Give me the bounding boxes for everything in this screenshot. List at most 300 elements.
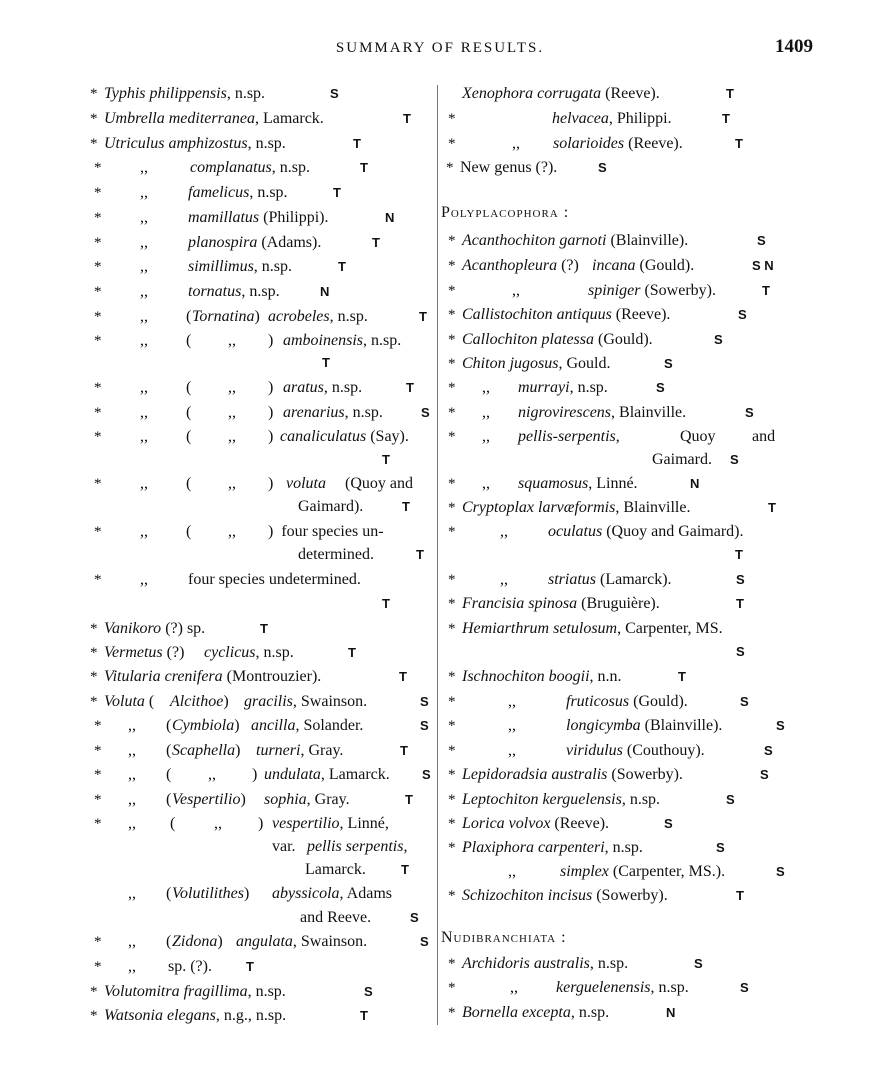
entry-segment <box>140 233 148 253</box>
asterisk-marker: * <box>448 694 456 710</box>
entry-segment <box>94 814 102 834</box>
entry-segment <box>448 594 459 614</box>
entry-text: (Reeve). <box>611 306 671 323</box>
species-name: amboinensis <box>283 332 363 349</box>
entry-segment <box>588 281 716 301</box>
entry-text: , n.sp. <box>344 404 383 421</box>
locality-code: T <box>360 1008 368 1023</box>
entry-segment <box>305 860 366 880</box>
entry-segment <box>553 134 683 154</box>
entry-text: ,, <box>508 717 516 734</box>
asterisk-marker: * <box>448 405 456 421</box>
entry-segment <box>416 545 424 565</box>
entry-segment <box>345 474 413 494</box>
species-name: Callistochiton antiquus <box>462 306 612 323</box>
entry-segment <box>104 643 188 663</box>
entry-segment <box>462 619 723 639</box>
species-name: viridulus <box>566 742 623 759</box>
entry-text: ( <box>186 404 192 421</box>
entry-text: ,, <box>140 283 148 300</box>
species-name: sophia <box>264 791 307 808</box>
locality-code: T <box>260 621 268 636</box>
entry-segment <box>104 84 265 104</box>
entry-text: ,, <box>128 933 136 950</box>
locality-code: T <box>403 111 411 126</box>
entry-segment <box>140 474 148 494</box>
entry-text: ,, <box>140 308 148 325</box>
locality-code: S <box>736 572 745 587</box>
entry-text: ( <box>186 308 192 325</box>
entry-segment <box>90 619 101 639</box>
entry-text: , Lamarck. <box>254 110 324 127</box>
entry-text: ,, <box>228 332 236 349</box>
asterisk-marker: * <box>94 524 102 540</box>
locality-code: T <box>416 547 424 562</box>
asterisk-marker: * <box>448 816 460 832</box>
entry-segment <box>94 307 102 327</box>
entry-segment <box>462 594 660 614</box>
entry-text: , Adams <box>339 885 392 902</box>
entry-segment <box>94 183 102 203</box>
locality-code: S <box>598 160 607 175</box>
entry-segment <box>726 790 735 810</box>
entry-segment <box>228 331 236 351</box>
asterisk-marker: * <box>448 956 460 972</box>
entry-segment <box>268 427 277 447</box>
entry-text: , n.sp. <box>247 983 286 1000</box>
entry-segment <box>94 208 102 228</box>
entry-segment <box>508 692 516 712</box>
entry-text: , n.sp. <box>329 308 368 325</box>
entry-text: (Sowerby). <box>592 887 668 904</box>
entry-text: ,, <box>140 523 148 540</box>
entry-text: ,, <box>128 958 136 975</box>
running-title: SUMMARY OF RESULTS. <box>335 40 545 56</box>
locality-code: T <box>726 86 734 101</box>
locality-code: S <box>716 840 725 855</box>
locality-code: S <box>664 816 673 831</box>
entry-segment <box>90 134 101 154</box>
entry-text: ) <box>252 766 262 783</box>
asterisk-marker: * <box>94 429 102 445</box>
locality-code: S <box>694 956 703 971</box>
asterisk-marker: * <box>90 86 102 102</box>
entry-text: determined. <box>298 546 374 563</box>
entry-segment <box>140 378 148 398</box>
entry-segment <box>448 619 459 639</box>
locality-code: T <box>360 160 368 175</box>
entry-segment <box>188 282 280 302</box>
page-number: 1409 <box>775 36 813 57</box>
entry-text: ( <box>166 791 172 808</box>
entry-text: ,, <box>228 428 236 445</box>
species-name: Watsonia elegans <box>104 1007 216 1024</box>
entry-segment <box>244 692 367 712</box>
asterisk-marker: * <box>448 767 460 783</box>
entry-segment <box>94 522 102 542</box>
entry-text: ) <box>223 693 233 710</box>
species-name: Schizochiton incisus <box>462 887 593 904</box>
species-name: famelicus <box>188 184 250 201</box>
asterisk-marker: * <box>448 669 460 685</box>
asterisk-marker: * <box>90 136 102 152</box>
asterisk-marker: * <box>448 429 456 445</box>
entry-segment <box>283 331 401 351</box>
entry-segment <box>448 134 456 154</box>
species-name: voluta <box>286 475 326 492</box>
locality-code: S <box>364 984 373 999</box>
species-name: Utriculus amphizostus <box>104 135 248 152</box>
asterisk-marker: * <box>90 621 102 637</box>
entry-segment <box>678 667 686 687</box>
entry-segment <box>400 741 408 761</box>
locality-code: T <box>382 596 390 611</box>
entry-text: ,, <box>128 791 136 808</box>
entry-segment <box>403 109 411 129</box>
entry-segment <box>94 570 102 590</box>
locality-code: T <box>736 596 744 611</box>
entry-segment <box>508 862 516 882</box>
entry-text: ,, <box>128 742 136 759</box>
asterisk-marker: * <box>94 380 102 396</box>
asterisk-marker: * <box>448 743 456 759</box>
entry-segment <box>228 378 236 398</box>
entry-segment <box>722 109 730 129</box>
entry-segment <box>448 716 456 736</box>
asterisk-marker: * <box>94 934 102 950</box>
entry-segment <box>462 765 683 785</box>
species-name: nigrovirescens <box>518 404 612 421</box>
species-name: Volutomitra fragillima <box>104 983 248 1000</box>
asterisk-marker: * <box>94 572 102 588</box>
asterisk-marker: * <box>448 1005 460 1021</box>
asterisk-marker: * <box>448 307 460 323</box>
locality-code: S <box>736 644 745 659</box>
species-name: Lepidoradsia australis <box>462 766 608 783</box>
locality-code: S <box>656 380 665 395</box>
entry-segment <box>448 814 459 834</box>
locality-code: T <box>399 669 407 684</box>
species-name: Francisia spinosa <box>462 595 578 612</box>
asterisk-marker: * <box>90 984 102 1000</box>
entry-segment <box>280 427 409 447</box>
entry-segment <box>186 522 191 542</box>
entry-segment <box>448 305 459 325</box>
entry-segment <box>128 741 136 761</box>
entry-text: , Swainson. <box>292 933 368 950</box>
species-name: Vespertilio <box>172 791 241 808</box>
species-name: angulata <box>236 933 293 950</box>
entry-text: ,, <box>510 979 518 996</box>
entry-text: sp. (?). <box>168 958 212 975</box>
entry-segment <box>419 307 427 327</box>
species-name: turneri <box>256 742 301 759</box>
entry-text: , Linné, <box>339 815 389 832</box>
entry-text: four species undetermined. <box>188 571 361 588</box>
entry-text: , Solander. <box>295 717 364 734</box>
entry-segment <box>360 1006 368 1026</box>
entry-segment <box>406 378 414 398</box>
entry-segment <box>482 427 490 447</box>
asterisk-marker: * <box>94 333 102 349</box>
entry-text: (Gould). <box>594 331 653 348</box>
species-name: Vermetus <box>104 644 163 661</box>
entry-text: , Linné. <box>588 475 638 492</box>
entry-segment <box>283 378 362 398</box>
entry-segment <box>320 282 329 302</box>
entry-segment <box>448 741 456 761</box>
locality-code: T <box>382 452 390 467</box>
entry-text: ,, <box>512 135 520 152</box>
species-name: vespertilio <box>272 815 340 832</box>
species-name: Cymbiola <box>172 717 235 734</box>
locality-code: S <box>738 307 747 322</box>
entry-segment <box>448 1003 459 1023</box>
entry-text: ,, <box>140 184 148 201</box>
entry-text: ( <box>166 717 172 734</box>
entry-segment <box>740 978 749 998</box>
entry-text: ( <box>186 475 192 492</box>
entry-segment <box>166 932 171 952</box>
entry-text: Gaimard. <box>652 451 712 468</box>
species-name: Voluta <box>104 693 145 710</box>
entry-segment <box>757 231 766 251</box>
entry-segment <box>666 1003 675 1023</box>
locality-code: T <box>736 888 744 903</box>
species-name: murrayi <box>518 379 570 396</box>
entry-segment <box>166 790 171 810</box>
entry-segment <box>128 957 136 977</box>
entry-segment <box>462 814 609 834</box>
entry-segment <box>448 765 459 785</box>
entry-segment <box>204 643 294 663</box>
entry-text: (?) sp. <box>161 620 206 637</box>
asterisk-marker: * <box>448 332 460 348</box>
entry-segment <box>664 354 673 374</box>
entry-segment <box>268 403 277 423</box>
entry-text: , n.sp. <box>650 979 689 996</box>
species-name: Umbrella mediterranea <box>104 110 255 127</box>
locality-code: T <box>353 136 361 151</box>
entry-segment <box>518 378 608 398</box>
species-name: Cryptoplax larvæformis <box>462 499 616 516</box>
asterisk-marker: * <box>448 136 456 152</box>
species-name: Callochiton platessa <box>462 331 594 348</box>
entry-segment <box>140 183 148 203</box>
asterisk-marker: * <box>94 160 102 176</box>
entry-segment <box>460 158 557 178</box>
entry-segment <box>94 403 102 423</box>
species-name: acrobeles <box>268 308 330 325</box>
entry-text: ( <box>186 523 192 540</box>
entry-segment <box>104 692 154 712</box>
entry-segment <box>298 545 374 565</box>
entry-segment <box>382 450 390 470</box>
species-name: Volutilithes <box>172 885 244 902</box>
entry-text: , <box>403 838 408 855</box>
entry-text: ( <box>186 332 192 349</box>
entry-segment <box>736 594 744 614</box>
entry-text: , <box>615 428 620 445</box>
entry-segment <box>402 497 410 517</box>
locality-code: S <box>421 405 430 420</box>
entry-segment <box>172 790 250 810</box>
entry-text: ,, <box>128 766 136 783</box>
entry-text: , n.sp. <box>255 644 294 661</box>
entry-text: (Quoy and Gaimard). <box>602 523 744 540</box>
entry-text: ,, <box>140 379 148 396</box>
entry-segment <box>405 790 413 810</box>
asterisk-marker: * <box>90 694 102 710</box>
entry-text: ,, <box>482 404 490 421</box>
entry-segment <box>441 203 569 223</box>
entry-text: Quoy <box>680 428 716 445</box>
entry-segment <box>236 932 367 952</box>
entry-segment <box>508 716 516 736</box>
asterisk-marker: * <box>448 356 460 372</box>
locality-code: S <box>740 980 749 995</box>
locality-code: S <box>745 405 754 420</box>
entry-segment <box>140 307 148 327</box>
asterisk-marker: * <box>448 111 456 127</box>
entry-segment <box>188 257 292 277</box>
entry-text: (Philippi). <box>259 209 329 226</box>
entry-segment <box>716 838 725 858</box>
entry-segment <box>298 497 363 517</box>
entry-segment <box>462 790 660 810</box>
entry-text: (Carpenter, MS.). <box>608 863 726 880</box>
entry-text: , n.sp. <box>249 184 288 201</box>
entry-segment <box>422 765 431 785</box>
entry-segment <box>762 281 770 301</box>
entry-segment <box>448 954 459 974</box>
entry-segment <box>566 692 688 712</box>
asterisk-marker: * <box>94 235 102 251</box>
entry-segment <box>752 256 774 276</box>
entry-text: ,, <box>500 523 508 540</box>
entry-segment <box>300 908 371 928</box>
locality-code: T <box>419 309 427 324</box>
locality-code: T <box>322 355 330 370</box>
locality-code: S <box>726 792 735 807</box>
species-name: undulata <box>264 766 321 783</box>
entry-text: ,, <box>508 693 516 710</box>
entry-segment <box>552 109 672 129</box>
entry-text: ) <box>268 475 278 492</box>
locality-code: S <box>410 910 419 925</box>
locality-code: N <box>385 210 395 225</box>
entry-segment <box>272 837 300 857</box>
entry-segment <box>560 862 725 882</box>
entry-segment <box>188 233 321 253</box>
entry-text: Gaimard). <box>298 498 364 515</box>
entry-segment <box>462 231 688 251</box>
locality-code: N <box>320 284 330 299</box>
species-name: solarioides <box>553 135 625 152</box>
species-name: Hemiarthrum setulosum <box>462 620 618 637</box>
entry-segment <box>353 134 361 154</box>
locality-code: N <box>666 1005 676 1020</box>
entry-segment <box>166 884 171 904</box>
entry-segment <box>188 183 288 203</box>
entry-segment <box>726 84 734 104</box>
asterisk-marker: * <box>94 743 102 759</box>
entry-text: ( <box>166 766 172 783</box>
entry-segment <box>272 814 389 834</box>
entry-text: (Blainville). <box>606 232 689 249</box>
asterisk-marker: * <box>448 572 456 588</box>
asterisk-marker: * <box>448 380 456 396</box>
entry-segment <box>518 474 638 494</box>
entry-segment <box>462 84 660 104</box>
entry-segment <box>283 403 383 423</box>
entry-segment <box>399 667 407 687</box>
entry-segment <box>128 790 136 810</box>
asterisk-marker: * <box>448 888 460 904</box>
entry-segment <box>186 403 191 423</box>
asterisk-marker: * <box>90 111 102 127</box>
asterisk-marker: * <box>448 792 460 808</box>
entry-segment <box>268 522 384 542</box>
entry-segment <box>382 594 390 614</box>
entry-text: ,, <box>128 815 136 832</box>
entry-text: , n.g., n.sp. <box>215 1007 287 1024</box>
entry-segment <box>90 667 101 687</box>
entry-segment <box>208 765 216 785</box>
entry-segment <box>736 642 745 662</box>
species-name: Scaphella <box>172 742 236 759</box>
entry-text: (Montrouzier). <box>222 668 322 685</box>
entry-segment <box>252 765 261 785</box>
locality-code: S N <box>752 258 774 273</box>
locality-code: T <box>246 959 254 974</box>
entry-text: ,, <box>482 379 490 396</box>
species-name: cyclicus <box>204 644 256 661</box>
locality-code: T <box>400 743 408 758</box>
entry-segment <box>482 403 490 423</box>
entry-segment <box>482 474 490 494</box>
entry-text: ,, <box>140 428 148 445</box>
entry-segment <box>128 765 136 785</box>
entry-segment <box>228 522 236 542</box>
entry-segment <box>556 978 689 998</box>
asterisk-marker: * <box>94 767 102 783</box>
species-name: pellis-serpentis <box>518 428 616 445</box>
entry-segment <box>258 814 267 834</box>
species-name: spiniger <box>588 282 641 299</box>
entry-segment <box>500 522 508 542</box>
entry-segment <box>104 619 205 639</box>
entry-text: ,, <box>140 258 148 275</box>
entry-segment <box>192 307 264 327</box>
locality-code: T <box>678 669 686 684</box>
species-name: kerguelenensis <box>556 979 651 996</box>
species-name: Ischnochiton boogii <box>462 668 590 685</box>
entry-text: ,, <box>500 571 508 588</box>
entry-text: ) <box>240 791 250 808</box>
entry-segment <box>512 281 520 301</box>
entry-segment <box>172 932 227 952</box>
species-name: incana <box>592 257 636 274</box>
asterisk-marker: * <box>448 596 460 612</box>
entry-segment <box>598 158 607 178</box>
entry-segment <box>90 982 101 1002</box>
entry-segment <box>462 838 643 858</box>
asterisk-marker: * <box>94 259 102 275</box>
entry-segment <box>170 814 175 834</box>
entry-segment <box>548 522 744 542</box>
entry-segment <box>348 643 356 663</box>
